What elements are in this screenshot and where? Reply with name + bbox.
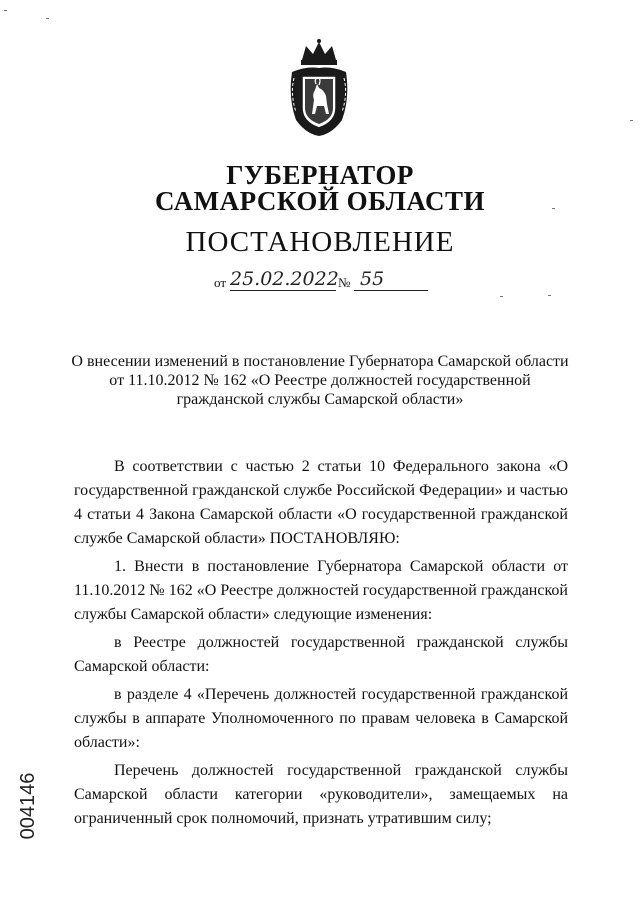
scan-speck: [552, 208, 555, 209]
body-paragraph: в разделе 4 «Перечень должностей государственной гражданской службы в аппарате Уполномоченного по правам человека в Самарской области»:: [74, 686, 568, 751]
document-body: [74, 455, 568, 835]
body-paragraph: Перечень должностей государственной гражданской службы Самарской области категории «руководители», замещаемых на ограниченный срок полномочий, признать утратившим силу;: [74, 762, 568, 827]
authority-title-line1: ГУБЕРНАТОР: [226, 160, 414, 190]
body-paragraph: В соответствии с частью 2 статьи 10 Федерального закона «О государственной гражданской службе Российской Федерации» и частью 4 статьи 4 Закона Самарской области «О государственной гражданской службе Самарской области» ПОСТАНОВЛЯЮ:: [74, 458, 568, 547]
date-underline: [230, 290, 336, 291]
samara-coat-of-arms-icon: [284, 38, 354, 138]
scan-speck: [500, 296, 503, 297]
handwritten-date: 25.02.2022: [230, 268, 339, 290]
scan-speck: [548, 295, 551, 296]
authority-title-line2: САМАРСКОЙ ОБЛАСТИ: [154, 186, 486, 216]
scan-speck: [630, 120, 633, 121]
document-title: [60, 352, 580, 409]
title-line: от 11.10.2012 № 162 «О Реестре должностей государственной: [109, 372, 531, 389]
scan-speck: [4, 10, 7, 11]
handwritten-number: 55: [360, 268, 385, 290]
side-serial-number: 004146: [17, 772, 39, 840]
title-line: О внесении изменений в постановление Губернатора Самарской области: [71, 353, 569, 370]
body-paragraph: в Реестре должностей государственной гражданской службы Самарской области:: [74, 634, 568, 675]
body-paragraph: 1. Внести в постановление Губернатора Самарской области от 11.10.2012 № 162 «О Реестре должностей государственной гражданской службы Самарской области» следующие изменения:: [74, 558, 568, 623]
document-type: ПОСТАНОВЛЕНИЕ: [185, 226, 455, 258]
date-number-line: [214, 270, 434, 294]
scan-speck: [46, 18, 49, 19]
number-label: №: [338, 275, 351, 290]
title-line: гражданской службы Самарской области»: [176, 391, 464, 408]
number-underline: [354, 290, 428, 291]
date-from-label: от: [214, 275, 227, 290]
